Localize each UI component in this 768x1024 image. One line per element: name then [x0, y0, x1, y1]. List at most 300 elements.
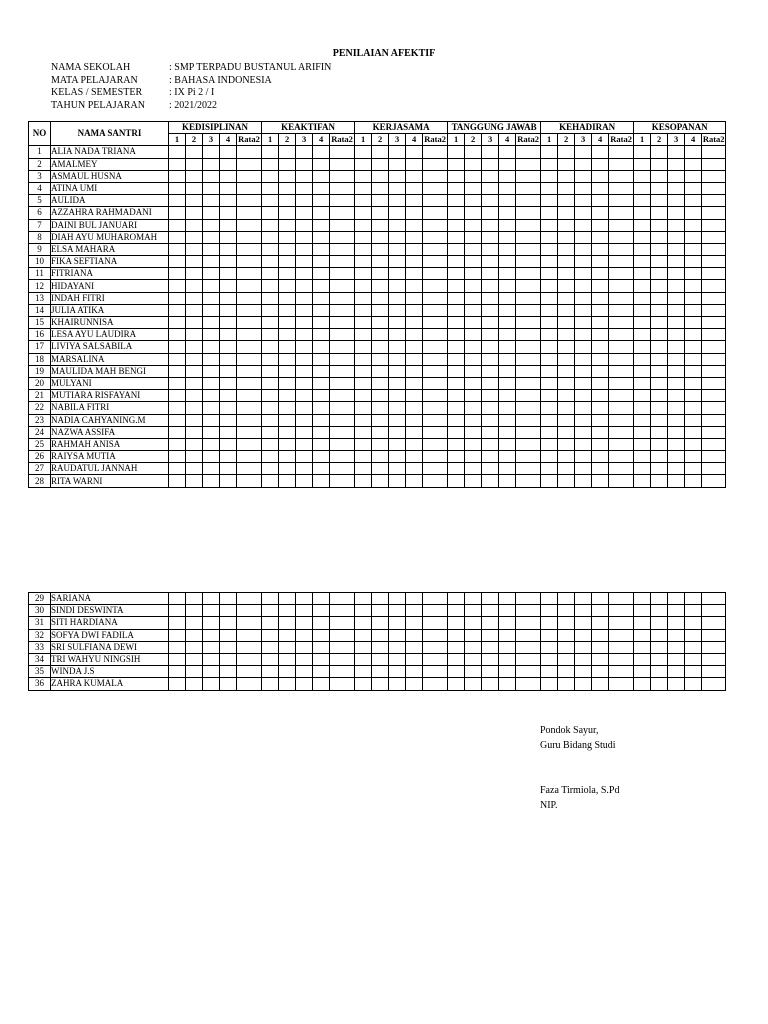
score-cell — [516, 158, 541, 170]
score-cell — [313, 219, 330, 231]
score-cell — [220, 678, 237, 690]
score-cell — [169, 475, 186, 487]
score-cell — [516, 292, 541, 304]
score-cell — [575, 207, 592, 219]
score-cell — [465, 414, 482, 426]
score-cell — [220, 158, 237, 170]
score-cell — [423, 146, 448, 158]
score-cell — [313, 329, 330, 341]
student-number: 34 — [29, 653, 51, 665]
score-cell — [482, 451, 499, 463]
score-cell — [465, 605, 482, 617]
score-cell — [406, 414, 423, 426]
score-cell — [355, 280, 372, 292]
score-cell — [685, 365, 702, 377]
score-cell — [575, 280, 592, 292]
score-cell — [389, 438, 406, 450]
score-cell — [465, 170, 482, 182]
score-cell — [482, 666, 499, 678]
score-cell — [406, 256, 423, 268]
score-cell — [651, 170, 668, 182]
score-cell — [220, 365, 237, 377]
score-cell — [186, 605, 203, 617]
score-cell — [541, 304, 558, 316]
score-cell — [220, 641, 237, 653]
score-cell — [372, 207, 389, 219]
score-cell — [448, 304, 465, 316]
score-cell — [448, 158, 465, 170]
score-cell — [482, 292, 499, 304]
student-name: LIVIYA SALSABILA — [51, 341, 169, 353]
score-cell — [355, 653, 372, 665]
student-number: 23 — [29, 414, 51, 426]
score-cell — [237, 402, 262, 414]
score-cell — [389, 593, 406, 605]
score-cell — [203, 438, 220, 450]
score-cell — [609, 292, 634, 304]
student-row — [29, 475, 726, 487]
score-cell — [220, 605, 237, 617]
score-cell — [279, 317, 296, 329]
score-cell — [516, 402, 541, 414]
score-cell — [296, 438, 313, 450]
score-cell — [262, 146, 279, 158]
score-cell — [499, 341, 516, 353]
score-cell — [279, 256, 296, 268]
score-cell — [296, 256, 313, 268]
score-cell — [465, 353, 482, 365]
score-cell — [296, 617, 313, 629]
score-cell — [406, 304, 423, 316]
score-cell — [668, 268, 685, 280]
score-cell — [262, 353, 279, 365]
score-cell — [355, 451, 372, 463]
score-cell — [575, 329, 592, 341]
score-cell — [203, 158, 220, 170]
student-row — [29, 243, 726, 255]
score-cell — [262, 451, 279, 463]
student-number: 19 — [29, 365, 51, 377]
score-cell — [465, 317, 482, 329]
score-cell — [651, 219, 668, 231]
score-cell — [482, 438, 499, 450]
score-cell — [541, 629, 558, 641]
score-cell — [313, 170, 330, 182]
score-cell — [237, 195, 262, 207]
score-cell — [262, 256, 279, 268]
score-cell — [499, 451, 516, 463]
score-cell — [330, 195, 355, 207]
score-cell — [702, 146, 726, 158]
student-name: SINDI DESWINTA — [51, 605, 169, 617]
score-cell — [406, 329, 423, 341]
score-cell — [262, 390, 279, 402]
score-cell — [389, 678, 406, 690]
score-cell — [330, 256, 355, 268]
score-cell — [448, 629, 465, 641]
score-cell — [651, 256, 668, 268]
score-cell — [575, 377, 592, 389]
score-cell — [685, 377, 702, 389]
student-number: 3 — [29, 170, 51, 182]
score-cell — [313, 304, 330, 316]
score-cell — [609, 414, 634, 426]
score-cell — [558, 207, 575, 219]
score-cell — [262, 653, 279, 665]
score-cell — [575, 219, 592, 231]
score-cell — [372, 317, 389, 329]
score-cell — [448, 653, 465, 665]
score-cell — [330, 451, 355, 463]
score-cell — [702, 451, 726, 463]
sub-header-cell: 2 — [186, 134, 203, 146]
score-cell — [516, 475, 541, 487]
score-cell — [558, 280, 575, 292]
score-cell — [203, 463, 220, 475]
score-cell — [313, 475, 330, 487]
score-cell — [516, 653, 541, 665]
score-cell — [668, 304, 685, 316]
score-cell — [330, 280, 355, 292]
score-cell — [516, 146, 541, 158]
student-row — [29, 438, 726, 450]
info-value: : 2021/2022 — [169, 99, 218, 111]
score-cell — [296, 475, 313, 487]
score-cell — [575, 666, 592, 678]
score-cell — [406, 390, 423, 402]
score-cell — [541, 317, 558, 329]
score-cell — [330, 666, 355, 678]
score-cell — [389, 353, 406, 365]
score-cell — [651, 280, 668, 292]
score-cell — [203, 268, 220, 280]
score-cell — [499, 329, 516, 341]
score-cell — [668, 207, 685, 219]
sub-header-cell: 1 — [634, 134, 651, 146]
score-cell — [203, 231, 220, 243]
score-cell — [575, 475, 592, 487]
score-cell — [448, 365, 465, 377]
score-cell — [330, 653, 355, 665]
score-cell — [465, 451, 482, 463]
score-cell — [609, 341, 634, 353]
score-cell — [634, 329, 651, 341]
score-cell — [372, 268, 389, 280]
score-cell — [592, 666, 609, 678]
header-kesopanan: KESOPANAN — [634, 122, 726, 134]
sub-header-cell: 4 — [499, 134, 516, 146]
score-cell — [575, 256, 592, 268]
score-cell — [220, 666, 237, 678]
score-cell — [262, 629, 279, 641]
score-cell — [575, 605, 592, 617]
score-cell — [592, 207, 609, 219]
score-cell — [355, 463, 372, 475]
score-cell — [220, 304, 237, 316]
score-cell — [169, 292, 186, 304]
score-cell — [203, 451, 220, 463]
score-cell — [609, 243, 634, 255]
score-cell — [237, 451, 262, 463]
score-cell — [541, 414, 558, 426]
score-cell — [651, 605, 668, 617]
score-cell — [634, 617, 651, 629]
score-cell — [423, 593, 448, 605]
score-cell — [609, 605, 634, 617]
info-row-subject — [51, 75, 331, 88]
student-row — [29, 268, 726, 280]
score-cell — [651, 402, 668, 414]
score-cell — [169, 304, 186, 316]
score-cell — [372, 365, 389, 377]
score-cell — [702, 605, 726, 617]
score-cell — [220, 219, 237, 231]
score-cell — [220, 593, 237, 605]
score-cell — [465, 207, 482, 219]
score-cell — [668, 341, 685, 353]
score-cell — [516, 341, 541, 353]
sub-header-cell: 1 — [169, 134, 186, 146]
score-cell — [541, 451, 558, 463]
student-name: INDAH FITRI — [51, 292, 169, 304]
score-cell — [330, 170, 355, 182]
score-cell — [296, 402, 313, 414]
score-cell — [558, 268, 575, 280]
sub-header-cell: Rata2 — [331, 134, 353, 145]
score-cell — [634, 280, 651, 292]
header-tanggung-jawab: TANGGUNG JAWAB — [448, 122, 541, 134]
score-cell — [499, 605, 516, 617]
score-cell — [355, 207, 372, 219]
info-value: : BAHASA INDONESIA — [169, 74, 272, 86]
score-cell — [448, 463, 465, 475]
school-info — [51, 62, 331, 112]
score-cell — [592, 414, 609, 426]
score-cell — [448, 641, 465, 653]
score-cell — [389, 451, 406, 463]
score-cell — [330, 146, 355, 158]
student-number: 2 — [29, 158, 51, 170]
score-cell — [203, 219, 220, 231]
score-cell — [448, 280, 465, 292]
score-cell — [279, 292, 296, 304]
score-cell — [668, 365, 685, 377]
score-cell — [203, 390, 220, 402]
score-cell — [423, 414, 448, 426]
student-row — [29, 292, 726, 304]
score-cell — [237, 475, 262, 487]
score-cell — [330, 475, 355, 487]
score-cell — [685, 280, 702, 292]
score-cell — [558, 593, 575, 605]
score-cell — [702, 475, 726, 487]
score-cell — [262, 243, 279, 255]
score-cell — [499, 475, 516, 487]
score-cell — [448, 377, 465, 389]
score-cell — [558, 341, 575, 353]
score-cell — [279, 341, 296, 353]
score-cell — [685, 593, 702, 605]
score-cell — [220, 268, 237, 280]
score-cell — [237, 304, 262, 316]
score-cell — [465, 402, 482, 414]
score-cell — [279, 304, 296, 316]
score-cell — [668, 329, 685, 341]
student-name: RITA WARNI — [51, 475, 169, 487]
score-cell — [296, 158, 313, 170]
score-cell — [609, 231, 634, 243]
score-cell — [423, 158, 448, 170]
score-cell — [406, 195, 423, 207]
student-name: NABILA FITRI — [51, 402, 169, 414]
student-name: MULYANI — [51, 377, 169, 389]
score-cell — [558, 304, 575, 316]
score-cell — [372, 666, 389, 678]
score-cell — [372, 158, 389, 170]
score-cell — [169, 629, 186, 641]
score-cell — [499, 170, 516, 182]
score-cell — [575, 641, 592, 653]
score-cell — [634, 170, 651, 182]
score-cell — [634, 390, 651, 402]
score-cell — [220, 317, 237, 329]
score-cell — [609, 475, 634, 487]
score-cell — [355, 268, 372, 280]
score-cell — [355, 402, 372, 414]
score-cell — [482, 231, 499, 243]
score-cell — [389, 666, 406, 678]
score-cell — [237, 146, 262, 158]
score-cell — [355, 629, 372, 641]
score-cell — [592, 329, 609, 341]
signature-name-block — [540, 783, 619, 813]
score-cell — [592, 268, 609, 280]
score-cell — [465, 146, 482, 158]
header-name: NAMA SANTRI — [51, 122, 169, 146]
score-cell — [220, 653, 237, 665]
score-cell — [634, 207, 651, 219]
score-cell — [169, 182, 186, 194]
score-cell — [279, 666, 296, 678]
score-cell — [406, 629, 423, 641]
score-cell — [651, 463, 668, 475]
score-cell — [279, 329, 296, 341]
score-cell — [575, 653, 592, 665]
info-label: TAHUN PELAJARAN — [51, 99, 145, 111]
score-cell — [668, 629, 685, 641]
score-cell — [406, 365, 423, 377]
score-cell — [541, 219, 558, 231]
sub-header-cell: Rata2 — [238, 134, 260, 145]
score-cell — [169, 402, 186, 414]
score-cell — [423, 170, 448, 182]
score-cell — [169, 593, 186, 605]
score-cell — [685, 146, 702, 158]
score-cell — [634, 629, 651, 641]
student-row — [29, 146, 726, 158]
score-cell — [499, 207, 516, 219]
score-cell — [702, 593, 726, 605]
score-cell — [499, 243, 516, 255]
score-cell — [634, 158, 651, 170]
score-cell — [482, 377, 499, 389]
score-cell — [237, 353, 262, 365]
score-cell — [296, 605, 313, 617]
score-cell — [220, 195, 237, 207]
score-cell — [169, 463, 186, 475]
score-cell — [651, 341, 668, 353]
score-cell — [448, 341, 465, 353]
score-cell — [651, 207, 668, 219]
score-cell — [609, 593, 634, 605]
score-cell — [516, 329, 541, 341]
score-cell — [482, 182, 499, 194]
score-cell — [668, 414, 685, 426]
student-number: 30 — [29, 605, 51, 617]
score-cell — [668, 605, 685, 617]
score-cell — [499, 182, 516, 194]
score-cell — [685, 463, 702, 475]
score-cell — [296, 341, 313, 353]
score-cell — [558, 231, 575, 243]
score-cell — [575, 463, 592, 475]
score-cell — [313, 268, 330, 280]
score-cell — [237, 365, 262, 377]
score-cell — [296, 329, 313, 341]
score-cell — [482, 243, 499, 255]
score-cell — [465, 329, 482, 341]
score-cell — [186, 329, 203, 341]
score-cell — [169, 426, 186, 438]
score-cell — [389, 256, 406, 268]
score-cell — [516, 280, 541, 292]
score-cell — [220, 390, 237, 402]
score-cell — [575, 678, 592, 690]
score-cell — [169, 365, 186, 377]
score-cell — [186, 617, 203, 629]
score-cell — [330, 292, 355, 304]
score-cell — [592, 158, 609, 170]
student-row — [29, 402, 726, 414]
score-cell — [516, 390, 541, 402]
score-cell — [186, 207, 203, 219]
score-cell — [423, 182, 448, 194]
score-cell — [685, 653, 702, 665]
score-cell — [634, 243, 651, 255]
score-cell — [668, 426, 685, 438]
score-cell — [448, 219, 465, 231]
score-cell — [702, 329, 726, 341]
score-cell — [389, 231, 406, 243]
score-cell — [372, 438, 389, 450]
score-cell — [203, 653, 220, 665]
student-name: DIAH AYU MUHAROMAH — [51, 231, 169, 243]
score-cell — [203, 629, 220, 641]
score-cell — [423, 231, 448, 243]
score-cell — [423, 304, 448, 316]
score-cell — [499, 195, 516, 207]
score-cell — [220, 414, 237, 426]
score-cell — [262, 475, 279, 487]
score-cell — [406, 617, 423, 629]
score-cell — [448, 195, 465, 207]
score-cell — [330, 593, 355, 605]
score-cell — [482, 146, 499, 158]
score-cell — [330, 641, 355, 653]
score-cell — [541, 463, 558, 475]
score-cell — [186, 390, 203, 402]
score-cell — [313, 666, 330, 678]
